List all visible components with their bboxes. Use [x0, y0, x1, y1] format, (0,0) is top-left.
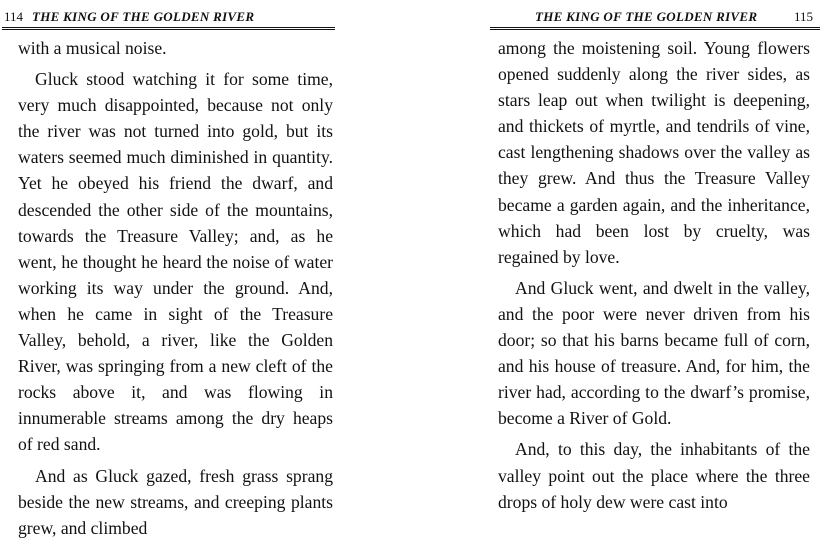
left-running-head [0, 8, 333, 26]
left-paragraph-3: And as Gluck gazed, fresh grass sprang beside the new streams, and creeping plants grew, and climbed [18, 465, 333, 538]
right-page-number: 115 [793, 9, 813, 24]
left-page-number: 114 [4, 9, 24, 24]
right-paragraph-2: And Gluck went, and dwelt in the valley, and the poor were never driven from his door; so that his barns became full of corn, and his house of treasure. And, for him, the river had, according to the dwarf’s promise, become a River of Gold. [498, 277, 810, 429]
left-header-rule [2, 27, 335, 30]
right-running-title: THE KING OF THE GOLDEN RIVER [535, 9, 758, 24]
left-paragraph-1: with a musical noise. [18, 38, 167, 58]
right-header-rule [490, 27, 820, 30]
right-paragraph-3: And, to this day, the inhabitants of the valley point out the place where the three drops of holy dew were cast into [498, 439, 810, 512]
left-running-title: THE KING OF THE GOLDEN RIVER [32, 9, 255, 24]
left-paragraph-2: Gluck stood watching it for some time, very much disappointed, because not only the river was not turned into gold, but its waters seemed much diminished in quantity. Yet he obeyed his friend the dwarf, and descended the other side of the mountains, towards the Treasure Valley; and, as he went, he thought he heard the noise of water working its way under the ground. And, when he came in sight of the Treasure Valley, behold, a river, like the Golden River, was springing from a new cleft of the rocks above it, and was flowing in innumerable streams among the dry heaps of red sand. [18, 69, 333, 455]
right-text-block [498, 35, 810, 520]
left-text-block [18, 35, 333, 546]
right-running-head [535, 8, 813, 26]
right-paragraph-1: among the moistening soil. Young flowers opened suddenly along the river sides, as stars leap out when twilight is deepening, and thickets of myrtle, and tendrils of vine, cast lengthening shadows over the valley as they grew. And thus the Treasure Valley became a garden again, and the inheritance, which had been lost by cruelty, was regained by love. [498, 38, 810, 267]
